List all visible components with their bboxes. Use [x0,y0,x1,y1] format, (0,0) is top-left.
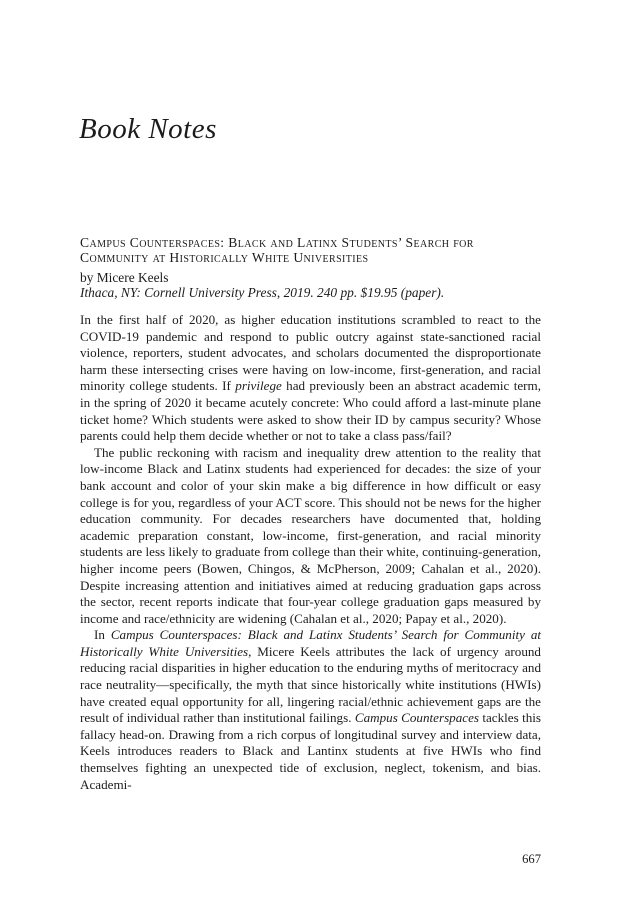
book-header [80,236,541,300]
paragraph [80,627,541,793]
paragraph [80,312,541,445]
review-body [80,312,541,793]
text-run: Micere Keels attributes the lack of urgency around reducing racial disparities in higher education to the enduring myths of meritocracy and race neutrality—specifically, the myth that since historically white institutions (HWIs) have created equal opportunity for all, lingering racial/ethnic achievement gaps are the result of individual rather than institutional failings. [80,643,541,726]
text-run: had previously been an abstract academic term, in the spring of 2020 it became acutely concrete: Who could afford a last-minute plane ticket home? Which students were asked to show their ID by campus security? Whose parents could help them decide whether or not to take a class pass/fail? [80,378,541,444]
italic-text-run: Campus Counterspaces [354,710,479,726]
text-run: In [94,627,111,643]
paragraph [80,445,541,628]
book-author-byline: by Micere Keels [80,270,169,286]
book-title: Campus Counterspaces: Black and Latinx Students’ Search for Community at Historically White Universities [80,235,474,265]
page-number: 667 [522,852,541,866]
italic-text-run: privilege [235,378,282,394]
book-citation: Ithaca, NY: Cornell University Press, 2019. 240 pp. $19.95 (paper). [80,285,445,301]
text-run: tackles this fallacy head-on. Drawing from a rich corpus of longitudinal survey and interview data, Keels introduces readers to Black and Lantinx students at five HWIs who find themselves fighting an unexpected tide of exclusion, neglect, tokenism, and bias. Academi- [80,710,541,792]
text-run: The public reckoning with racism and inequality drew attention to the reality that low-income Black and Latinx students had experienced for decades: the size of your bank account and color of your skin make a big difference in how difficult or easy college is for you, regardless of your ACT score. This should not be news for the higher education community. For decades researchers have documented that, holding academic preparation constant, low-income, first-generation, and racial minority students are less likely to graduate from college than their white, continuing-generation, higher income peers (Bowen, Chingos, & McPherson, 2009; Cahalan et al., 2020). Despite increasing attention and initiatives aimed at reducing graduation gaps across the sector, recent reports indicate that four-year college graduation gaps measured by income and race/ethnicity are widening (Cahalan et al., 2020; Papay et al., 2020). [80,444,541,626]
italic-text-run: Campus Counterspaces: Black and Latinx Students’ Search for Community at Historically White Universities, [80,627,541,659]
section-heading: Book Notes [79,113,217,145]
text-run: In the first half of 2020, as higher education institutions scrambled to react to the COVID-19 pandemic and respond to public outcry against state-sanctioned racial violence, reporters, student advocates, and scholars documented the disproportionate harm these intersecting crises were having on low-income, first-generation, and racial minority college students. If [80,312,541,394]
